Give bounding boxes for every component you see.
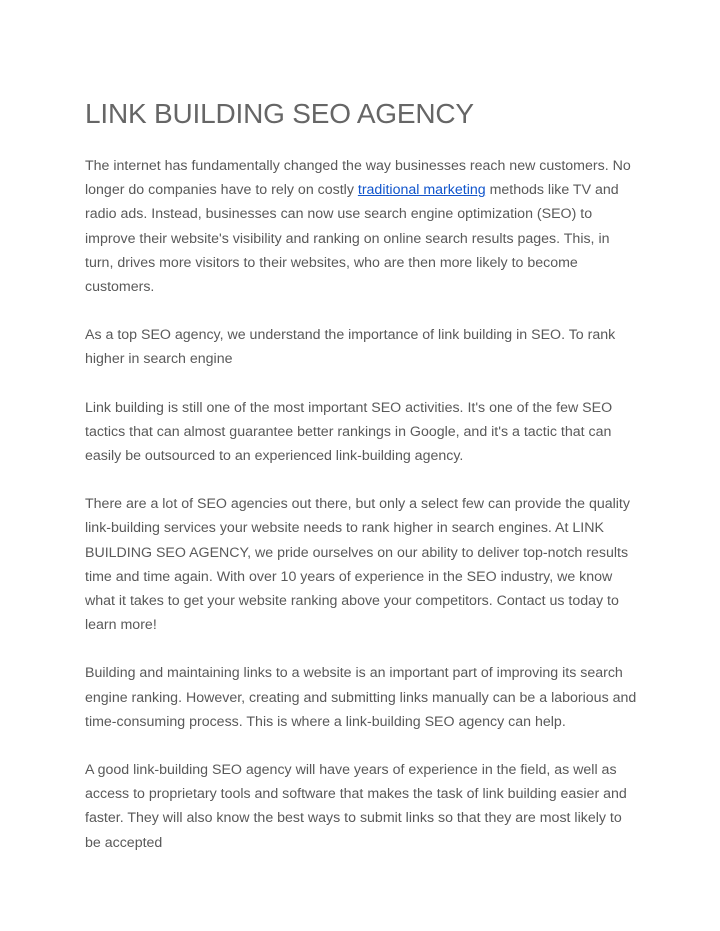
traditional-marketing-link[interactable]: traditional marketing: [357, 182, 486, 199]
paragraph-link-building-importance: Link building is still one of the most important SEO activities. It's one of the few SEO tactics that can almost guarantee better rankings in Google, and it's a tactic that can easily be outsourced to an experienced link-building agency.: [85, 399, 613, 465]
document-title: LINK BUILDING SEO AGENCY: [85, 98, 474, 129]
paragraph-intro-text-after-link: methods like TV and radio ads. Instead, businesses can now use search engine optimization (SEO) to improve their website's visibility and ranking on online search results pages. This, in turn, drives more visitors to their websites, who are then more likely to become customers.: [85, 182, 619, 296]
paragraph-intro-text-before-link: The internet has fundamentally changed the way businesses reach new customers. No longer do companies have to rely on costly: [85, 158, 631, 199]
paragraph-top-agency: As a top SEO agency, we understand the importance of link building in SEO. To rank higher in search engine: [85, 327, 616, 368]
paragraph-agency-services: There are a lot of SEO agencies out there, but only a select few can provide the quality link-building services your website needs to rank higher in search engines. At LINK BUILDING SEO AGENCY, we pride ourselves on our ability to deliver top-notch results time and time again. With over 10 years of experience in the SEO industry, we know what it takes to get your website ranking above your competitors. Contact us today to learn more!: [85, 496, 630, 634]
paragraph-maintaining-links: Building and maintaining links to a website is an important part of improving its search engine ranking. However, creating and submitting links manually can be a laborious and time-consuming process. This is where a link-building SEO agency can help.: [85, 665, 637, 730]
paragraph-good-agency: A good link-building SEO agency will have years of experience in the field, as well as access to proprietary tools and software that makes the task of link building easier and faster. They will also know the best ways to submit links so that they are most likely to be accepted: [85, 762, 627, 851]
paragraph-intro: [85, 154, 640, 299]
document-page: [85, 96, 640, 879]
